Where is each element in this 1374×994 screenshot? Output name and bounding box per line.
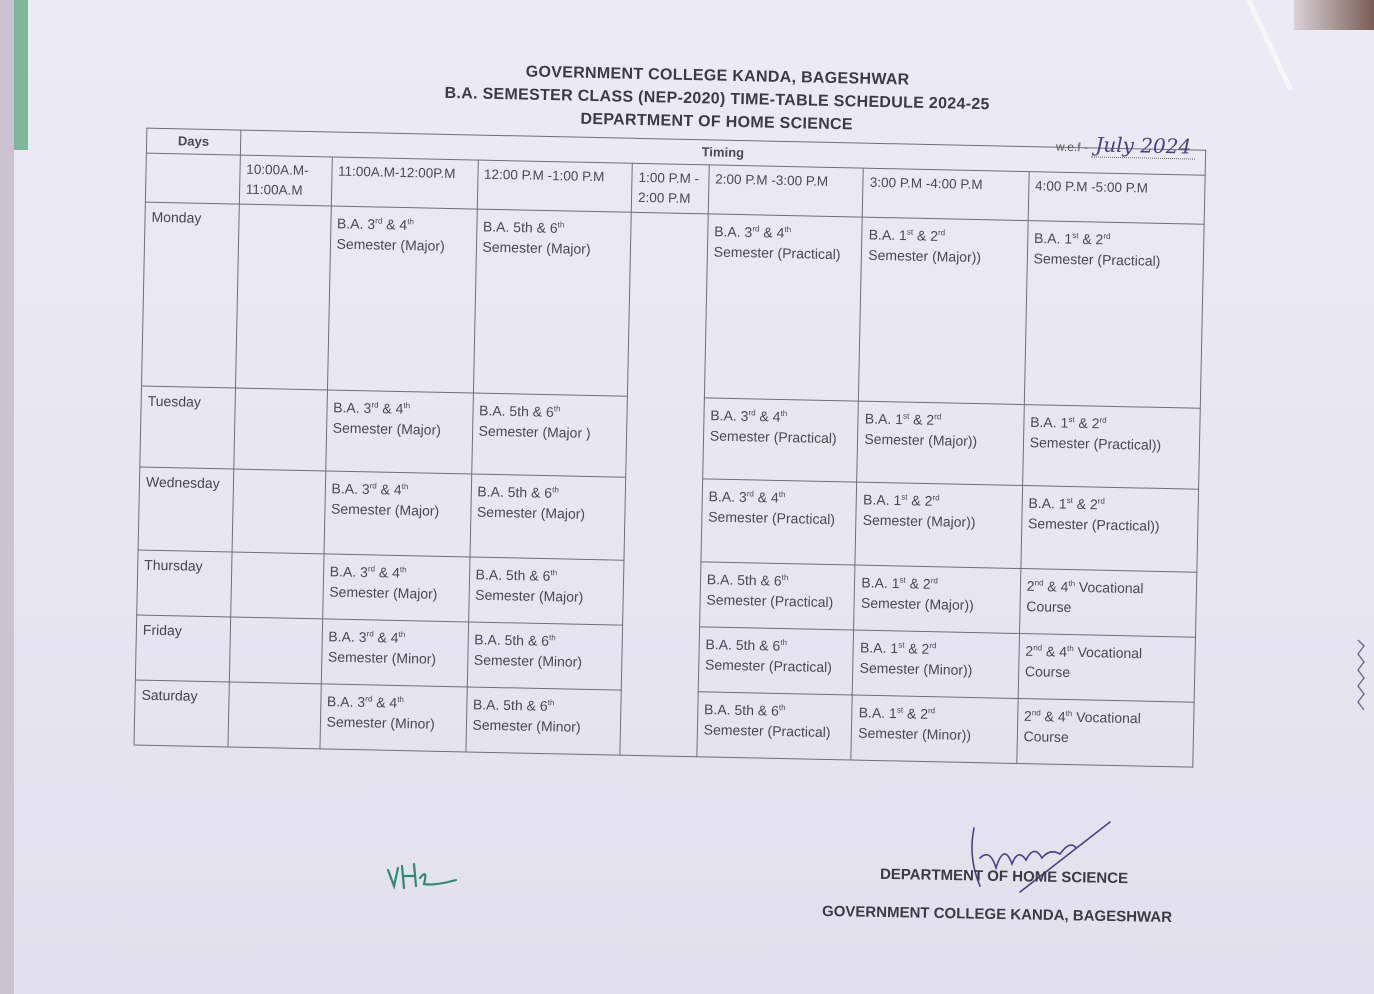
table-cell: B.A. 3rd & 4th Semester (Practical) bbox=[702, 398, 858, 482]
table-cell: B.A. 1st & 2rd Semester (Minor)) bbox=[851, 695, 1018, 763]
timetable bbox=[133, 128, 1206, 768]
table-row bbox=[142, 202, 1205, 408]
footer-college: GOVERNMENT COLLEGE KANDA, BAGESHWAR bbox=[821, 902, 1173, 927]
wef-date-handwritten: July 2024 bbox=[1091, 132, 1195, 159]
day-label: Friday bbox=[135, 615, 230, 682]
table-cell: B.A. 3rd & 4th Semester (Minor) bbox=[320, 684, 467, 752]
table-cell: 2nd & 4th Vocational Course bbox=[1019, 569, 1197, 638]
time-slot-4: 1:00 P.M - 2:00 P.M bbox=[631, 163, 709, 214]
background-corner bbox=[1294, 0, 1374, 30]
table-cell: B.A. 3rd & 4th Semester (Major) bbox=[324, 471, 472, 557]
day-label: Wednesday bbox=[138, 467, 233, 552]
table-cell: B.A. 5th & 6th Semester (Major) bbox=[470, 474, 626, 560]
table-cell: B.A. 3rd & 4th Semester (Major) bbox=[325, 390, 473, 474]
table-cell bbox=[230, 552, 323, 619]
table-cell: B.A. 5th & 6th Semester (Minor) bbox=[467, 622, 623, 690]
table-cell: B.A. 1st & 2rd Semester (Practical)) bbox=[1021, 486, 1199, 573]
side-stamp-mark bbox=[1354, 636, 1368, 716]
table-cell: B.A. 1st & 2rd Semester (Major)) bbox=[855, 482, 1022, 568]
time-slot-5: 2:00 P.M -3:00 P.M bbox=[708, 165, 864, 217]
timetable-document bbox=[103, 52, 1217, 768]
table-cell bbox=[233, 388, 327, 471]
green-signature bbox=[384, 856, 464, 896]
table-cell: 2nd & 4th Vocational Course bbox=[1017, 698, 1195, 767]
time-slot-2: 11:00A.M-12:00P.M bbox=[331, 157, 478, 209]
table-cell: 2nd & 4th Vocational Course bbox=[1018, 634, 1196, 703]
day-label: Saturday bbox=[134, 680, 229, 747]
table-cell bbox=[229, 617, 322, 684]
table-cell: B.A. 5th & 6th Semester (Practical) bbox=[699, 562, 855, 630]
table-cell bbox=[232, 469, 326, 554]
table-cell: B.A. 3rd & 4th Semester (Practical) bbox=[704, 214, 862, 401]
time-slot-1: 10:00A.M-11:00A.M bbox=[239, 155, 332, 206]
college-name: GOVERNMENT COLLEGE KANDA, BAGESHWAR bbox=[525, 63, 910, 89]
table-cell: B.A. 1st & 2rd Semester (Practical)) bbox=[1022, 405, 1200, 490]
lunch-cell bbox=[620, 212, 708, 756]
table-cell: B.A. 1st & 2rd Semester (Minor)) bbox=[853, 630, 1020, 698]
days-header: Days bbox=[146, 128, 240, 155]
day-label: Tuesday bbox=[140, 386, 235, 469]
table-cell: B.A. 5th & 6th Semester (Major) bbox=[473, 209, 631, 396]
table-cell: B.A. 3rd & 4th Semester (Major) bbox=[322, 554, 469, 622]
wef-label: w.e.f - bbox=[1055, 139, 1089, 155]
table-cell: B.A. 5th & 6th Semester (Practical) bbox=[697, 692, 853, 760]
table-cell: B.A. 3rd & 4th Semester (Practical) bbox=[701, 479, 857, 565]
table-cell: B.A. 5th & 6th Semester (Major) bbox=[468, 557, 624, 625]
time-slot-6: 3:00 P.M -4:00 P.M bbox=[863, 168, 1029, 220]
table-cell: B.A. 5th & 6th Semester (Minor) bbox=[465, 687, 621, 755]
time-slot-3: 12:00 P.M -1:00 P.M bbox=[477, 160, 633, 212]
timetable-title: B.A. SEMESTER CLASS (NEP-2020) TIME-TABLE SCHEDULE 2024-25 bbox=[444, 84, 990, 114]
wef bbox=[1056, 134, 1196, 160]
empty-cell bbox=[145, 153, 240, 204]
table-cell: B.A. 1st & 2rd Semester (Major)) bbox=[857, 401, 1024, 485]
department-name: DEPARTMENT OF HOME SCIENCE bbox=[580, 110, 854, 134]
table-cell bbox=[235, 204, 331, 390]
table-cell: B.A. 3rd & 4th Semester (Major) bbox=[327, 206, 477, 393]
table-cell: B.A. 1st & 2rd Semester (Major)) bbox=[859, 217, 1028, 404]
time-slot-7: 4:00 P.M -5:00 P.M bbox=[1028, 172, 1205, 225]
green-folder-edge bbox=[14, 0, 28, 150]
day-label: Monday bbox=[142, 202, 240, 388]
footer-department: DEPARTMENT OF HOME SCIENCE bbox=[879, 865, 1129, 888]
day-label: Thursday bbox=[137, 550, 232, 617]
table-cell: B.A. 5th & 6th Semester (Major ) bbox=[471, 393, 627, 477]
table-cell bbox=[228, 682, 321, 749]
table-cell: B.A. 3rd & 4th Semester (Minor) bbox=[321, 619, 468, 687]
table-cell: B.A. 1st & 2rd Semester (Major)) bbox=[854, 565, 1021, 633]
table-cell: B.A. 1st & 2rd Semester (Practical) bbox=[1024, 221, 1204, 409]
table-cell: B.A. 5th & 6th Semester (Practical) bbox=[698, 627, 854, 695]
timing-label: Timing bbox=[701, 144, 745, 161]
